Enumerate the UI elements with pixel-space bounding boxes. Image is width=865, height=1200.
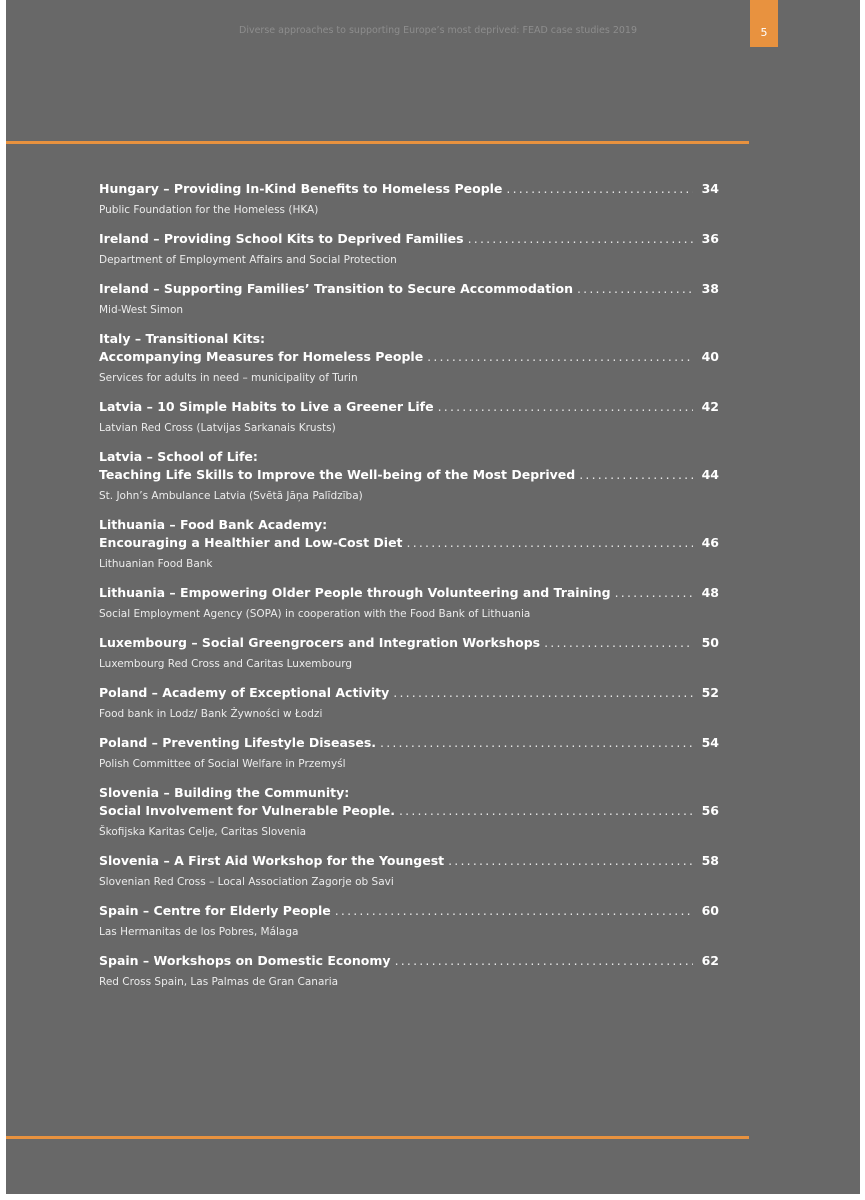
toc-entry-title-line1: Lithuania – Food Bank Academy:: [99, 517, 328, 532]
dot-leader: [438, 398, 693, 416]
dot-leader: [395, 952, 693, 970]
toc-entry-title-row: [99, 466, 719, 484]
toc-entry-page-number: 38: [701, 281, 719, 296]
toc-entry-title-line1: Latvia – School of Life:: [99, 449, 258, 464]
toc-entry-organisation: Food bank in Lodz/ Bank Żywności w Łodzi: [99, 708, 323, 720]
toc-entry-organisation: Lithuanian Food Bank: [99, 558, 213, 570]
toc-entry-page-number: 44: [701, 467, 719, 482]
toc-entry-page-number: 36: [701, 231, 719, 246]
toc-entry[interactable]: [99, 684, 719, 721]
toc-entry-title: Encouraging a Healthier and Low-Cost Diet: [99, 535, 403, 550]
toc-entry-title-row: [99, 230, 719, 248]
toc-entry-title-row: [99, 398, 719, 416]
table-of-contents: [99, 180, 719, 1002]
toc-entry-page-number: 62: [701, 953, 719, 968]
toc-entry-organisation: Mid-West Simon: [99, 304, 184, 316]
toc-entry-organisation: Las Hermanitas de los Pobres, Málaga: [99, 926, 299, 938]
toc-entry-page-number: 50: [701, 635, 719, 650]
toc-entry-title-row: [99, 734, 719, 752]
running-header: Diverse approaches to supporting Europe’s most deprived: FEAD case studies 2019: [239, 25, 637, 36]
toc-entry[interactable]: [99, 902, 719, 939]
toc-entry-title-row: [99, 852, 719, 870]
toc-entry-page-number: 42: [701, 399, 719, 414]
toc-entry-title: Poland – Preventing Lifestyle Diseases.: [99, 735, 377, 750]
toc-entry-title: Latvia – 10 Simple Habits to Live a Greener Life: [99, 399, 434, 414]
dot-leader: [335, 902, 693, 920]
toc-entry-page-number: 40: [701, 349, 719, 364]
toc-entry[interactable]: [99, 952, 719, 989]
toc-entry[interactable]: [99, 852, 719, 889]
toc-entry[interactable]: [99, 516, 719, 571]
toc-entry-page-number: 54: [701, 735, 719, 750]
dot-leader: [579, 466, 693, 484]
toc-entry[interactable]: [99, 280, 719, 317]
toc-entry-organisation: Slovenian Red Cross – Local Association Zagorje ob Savi: [99, 876, 394, 888]
toc-entry-title-row: [99, 902, 719, 920]
toc-entry-organisation: Polish Committee of Social Welfare in Przemyśl: [99, 758, 346, 770]
toc-entry-title: Ireland – Providing School Kits to Deprived Families: [99, 231, 464, 246]
toc-entry-title-row: [99, 584, 719, 602]
toc-entry-title: Poland – Academy of Exceptional Activity: [99, 685, 390, 700]
toc-entry-title-row: [99, 634, 719, 652]
toc-entry-page-number: 60: [701, 903, 719, 918]
dot-leader: [380, 734, 693, 752]
dot-leader: [393, 684, 693, 702]
toc-entry-title-row: [99, 348, 719, 366]
dot-leader: [399, 802, 693, 820]
toc-entry-organisation: Social Employment Agency (SOPA) in cooperation with the Food Bank of Lithuania: [99, 608, 531, 620]
toc-entry[interactable]: [99, 448, 719, 503]
dot-leader: [448, 852, 693, 870]
toc-entry-title: Ireland – Supporting Families’ Transition to Secure Accommodation: [99, 281, 573, 296]
toc-entry-title: Spain – Workshops on Domestic Economy: [99, 953, 391, 968]
dot-leader: [407, 534, 693, 552]
toc-entry-title: Slovenia – A First Aid Workshop for the Youngest: [99, 853, 445, 868]
toc-entry-page-number: 48: [701, 585, 719, 600]
toc-entry[interactable]: [99, 180, 719, 217]
toc-entry[interactable]: [99, 784, 719, 839]
toc-entry-organisation: Public Foundation for the Homeless (HKA): [99, 204, 319, 216]
bottom-divider: [6, 1136, 749, 1139]
dot-leader: [468, 230, 693, 248]
toc-entry-page-number: 34: [701, 181, 719, 196]
toc-entry-page-number: 46: [701, 535, 719, 550]
toc-entry-page-number: 58: [701, 853, 719, 868]
toc-entry[interactable]: [99, 330, 719, 385]
top-divider: [6, 141, 749, 144]
toc-entry-page-number: 56: [701, 803, 719, 818]
toc-entry-title-row: [99, 684, 719, 702]
dot-leader: [544, 634, 693, 652]
document-page: [6, 0, 860, 1194]
toc-entry-title: Hungary – Providing In-Kind Benefits to Homeless People: [99, 181, 503, 196]
toc-entry-title: Social Involvement for Vulnerable People.: [99, 803, 395, 818]
toc-entry-title: Teaching Life Skills to Improve the Well-being of the Most Deprived: [99, 467, 576, 482]
toc-entry-organisation: Škofijska Karitas Celje, Caritas Slovenia: [99, 826, 307, 838]
toc-entry-title: Luxembourg – Social Greengrocers and Integration Workshops: [99, 635, 541, 650]
toc-entry-title: Lithuania – Empowering Older People through Volunteering and Training: [99, 585, 611, 600]
toc-entry-organisation: Latvian Red Cross (Latvijas Sarkanais Krusts): [99, 422, 336, 434]
toc-entry-organisation: Red Cross Spain, Las Palmas de Gran Canaria: [99, 976, 339, 988]
toc-entry-organisation: St. John’s Ambulance Latvia (Svētā Jāņa Palīdzība): [99, 490, 363, 502]
toc-entry-organisation: Department of Employment Affairs and Social Protection: [99, 254, 397, 266]
toc-entry-page-number: 52: [701, 685, 719, 700]
toc-entry-title-row: [99, 280, 719, 298]
toc-entry[interactable]: [99, 584, 719, 621]
toc-entry-title-row: [99, 534, 719, 552]
toc-entry[interactable]: [99, 734, 719, 771]
toc-entry-title-row: [99, 952, 719, 970]
toc-entry-organisation: Services for adults in need – municipality of Turin: [99, 372, 358, 384]
dot-leader: [506, 180, 693, 198]
dot-leader: [577, 280, 693, 298]
toc-entry[interactable]: [99, 398, 719, 435]
dot-leader: [615, 584, 693, 602]
dot-leader: [427, 348, 693, 366]
toc-entry-organisation: Luxembourg Red Cross and Caritas Luxembourg: [99, 658, 353, 670]
toc-entry-title-row: [99, 802, 719, 820]
toc-entry-title: Accompanying Measures for Homeless People: [99, 349, 424, 364]
page-number-badge: 5: [750, 0, 778, 47]
toc-entry[interactable]: [99, 230, 719, 267]
toc-entry-title: Spain – Centre for Elderly People: [99, 903, 331, 918]
toc-entry-title-line1: Italy – Transitional Kits:: [99, 331, 266, 346]
toc-entry-title-row: [99, 180, 719, 198]
toc-entry-title-line1: Slovenia – Building the Community:: [99, 785, 350, 800]
toc-entry[interactable]: [99, 634, 719, 671]
